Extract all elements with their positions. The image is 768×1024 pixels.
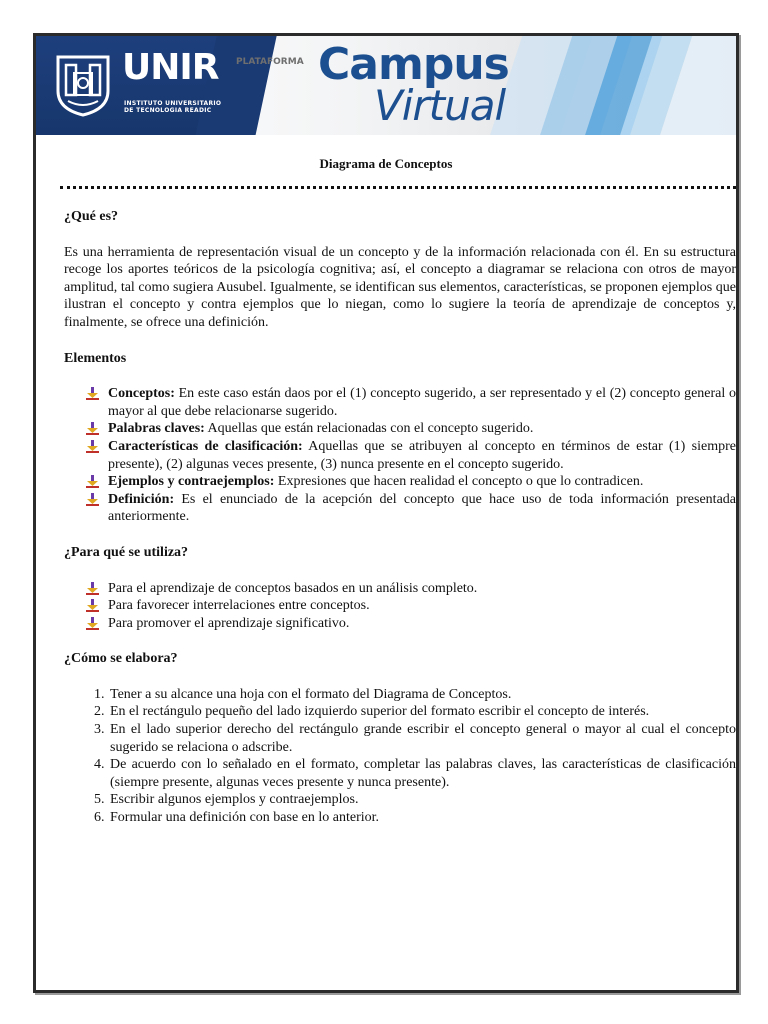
list-item: Definición: Es el enunciado de la acepción del concepto que hace uso de toda información presentada anteriormente. (108, 491, 736, 526)
elementos-list (64, 385, 736, 526)
list-item: Características de clasificación: Aquellas que se atribuyen al concepto en términos de estar (1) siempre presente), (2) algunas veces presente, (3) nunca presente en el concepto sugerido. (108, 438, 736, 473)
list-item: 4. De acuerdo con lo señalado en el formato, completar las palabras claves, las características de clasificación (siempre presente, algunas veces presente y nunca presente). (108, 756, 736, 791)
list-item: 3. En el lado superior derecho del rectángulo grande escribir el concepto general o mayor al cual el concepto sugerido se relaciona o adscribe. (108, 721, 736, 756)
document-body (64, 208, 736, 827)
list-item: 5. Escribir algunos ejemplos y contraejemplos. (108, 791, 736, 809)
arrow-bullet-icon (86, 617, 99, 630)
list-item: Para promover el aprendizaje significativo. (108, 615, 736, 633)
dotted-divider (60, 186, 736, 189)
brand-campus: Campus (318, 39, 509, 90)
list-item: 2. En el rectángulo pequeño del lado izquierdo superior del formato escribir el concepto de interés. (108, 703, 736, 721)
document-page (33, 33, 739, 993)
arrow-bullet-icon (86, 599, 99, 612)
platform-label: PLATAFORMA (236, 57, 304, 67)
heading-como: ¿Cómo se elabora? (64, 651, 178, 667)
list-item: 1. Tener a su alcance una hoja con el formato del Diagrama de Conceptos. (108, 686, 736, 704)
heading-para-que: ¿Para qué se utiliza? (64, 544, 189, 560)
para-que-list (64, 580, 736, 633)
arrow-bullet-icon (86, 440, 99, 453)
campus-virtual-banner (36, 36, 736, 135)
list-item: Ejemplos y contraejemplos: Expresiones que hacen realidad el concepto o que lo contradicen. (108, 473, 736, 491)
paragraph-que-es: Es una herramienta de representación visual de un concepto y de la información relacionada con él. En su estructura recoge los aportes teóricos de la psicología cognitiva; así, el concepto a diagramar se relaciona con otros de mayor amplitud, tal como sugiera Ausubel. Igualmente, se identifican sus elementos, características, se proponen ejemplos que ilustran el concepto y contra ejemplos que lo niegan, como lo sugiere la teoría de aprendizaje de conceptos y, finalmente, se ofrece una definición. (64, 244, 736, 330)
arrow-bullet-icon (86, 493, 99, 506)
unir-logo-text: UNIR (122, 47, 219, 88)
arrow-bullet-icon (86, 582, 99, 595)
arrow-bullet-icon (86, 422, 99, 435)
document-title: Diagrama de Conceptos (319, 156, 453, 171)
heading-elementos: Elementos (64, 350, 127, 366)
university-shield-icon (54, 51, 112, 117)
arrow-bullet-icon (86, 387, 99, 400)
list-item: Palabras claves: Aquellas que están relacionadas con el concepto sugerido. (108, 420, 736, 438)
brand-virtual: Virtual (374, 81, 506, 130)
list-item: Para favorecer interrelaciones entre conceptos. (108, 597, 736, 615)
como-steps-list (64, 686, 736, 827)
list-item: Conceptos: En este caso están daos por el (1) concepto sugerido, a ser representado y el (2) concepto general o mayor al que debe relacionarse sugerido. (108, 385, 736, 420)
list-item: 6. Formular una definición con base en lo anterior. (108, 809, 736, 827)
unir-logo-subtitle: INSTITUTO UNIVERSITARIO DE TECNOLOGIA READIC (124, 100, 222, 114)
list-item: Para el aprendizaje de conceptos basados en un análisis completo. (108, 580, 736, 598)
arrow-bullet-icon (86, 475, 99, 488)
heading-que-es: ¿Qué es? (64, 209, 119, 224)
